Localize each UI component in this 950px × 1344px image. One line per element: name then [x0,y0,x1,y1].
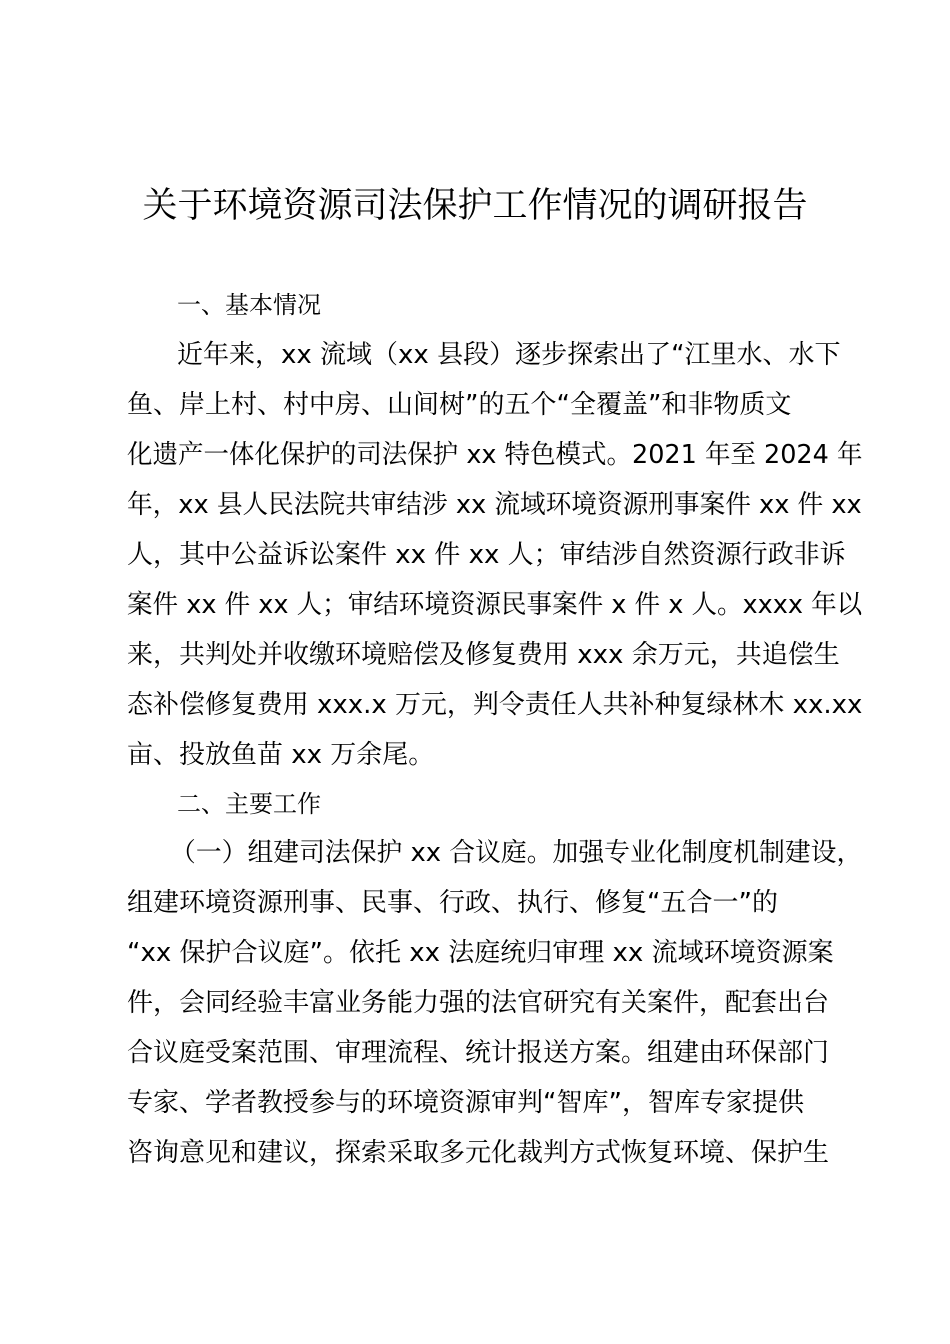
paragraph-line: 年，xx 县人民法院共审结涉 xx 流域环境资源刑事案件 xx 件 xx [127,490,862,520]
paragraph-line: 亩、投放鱼苗 xx 万余尾。 [127,740,435,770]
paragraph-line: 来，共判处并收缴环境赔偿及修复费用 xxx 余万元，共追偿生 [127,640,840,670]
paragraph-line: 咨询意见和建议，探索采取多元化裁判方式恢复环境、保护生 [127,1138,830,1168]
paragraph-line: （一）组建司法保护 xx 合议庭。加强专业化制度机制建设， [170,838,863,868]
paragraph-line: 近年来，xx 流域（xx 县段）逐步探索出了“江里水、水下 [177,340,841,370]
paragraph-line: 案件 xx 件 xx 人；审结环境资源民事案件 x 件 x 人。xxxx 年以 [127,590,863,620]
section-heading-basic: 一、基本情况 [177,291,321,319]
paragraph-line: 态补偿修复费用 xxx.x 万元，判令责任人共补种复绿林木 xx.xx [127,690,863,720]
paragraph-line: “xx 保护合议庭”。依托 xx 法庭统归审理 xx 流域环境资源案 [127,938,834,968]
document-title: 关于环境资源司法保护工作情况的调研报告 [142,186,808,226]
paragraph-line: 化遗产一体化保护的司法保护 xx 特色模式。2021 年至 2024 年 [127,440,863,470]
paragraph-line: 件，会同经验丰富业务能力强的法官研究有关案件，配套出台 [127,988,830,1018]
paragraph-line: 专家、学者教授参与的环境资源审判“智库”，智库专家提供 [127,1088,804,1118]
paragraph-line: 组建环境资源刑事、民事、行政、执行、修复“五合一”的 [127,888,778,918]
section-heading-main-work: 二、主要工作 [177,790,321,818]
paragraph-line: 人，其中公益诉讼案件 xx 件 xx 人；审结涉自然资源行政非诉 [127,540,846,570]
paragraph-line: 合议庭受案范围、审理流程、统计报送方案。组建由环保部门 [127,1038,830,1068]
paragraph-line: 鱼、岸上村、村中房、山间树”的五个“全覆盖”和非物质文 [127,390,792,420]
